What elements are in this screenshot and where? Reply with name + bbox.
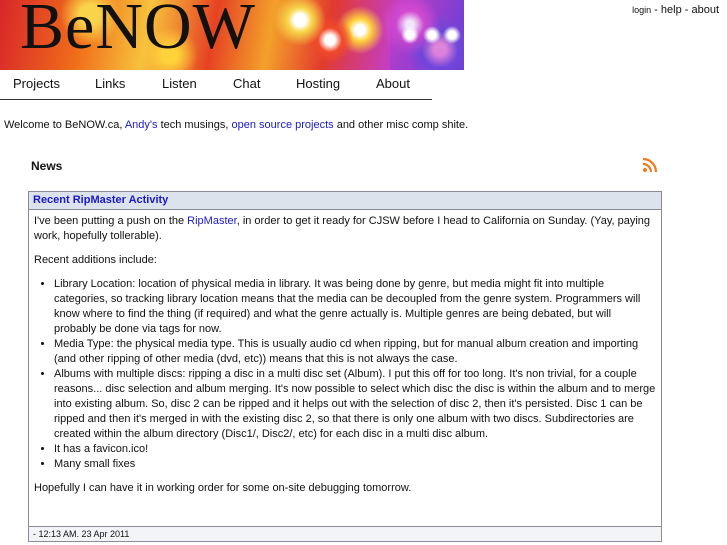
nav-links[interactable]: Links <box>95 76 126 91</box>
site-logo-title: BeNOW <box>20 0 256 63</box>
login-link[interactable]: login <box>632 5 652 15</box>
post-header <box>29 192 661 210</box>
post-timestamp: - 12:13 AM. 23 Apr 2011 <box>29 526 661 541</box>
nav-listen[interactable]: Listen <box>162 76 197 91</box>
nav-hosting[interactable]: Hosting <box>296 76 341 91</box>
post-paragraph: Hopefully I can have it in working order for some on-site debugging tomorrow. <box>34 482 412 494</box>
additions-list <box>34 277 656 472</box>
news-post <box>28 191 662 542</box>
banner-decoration <box>390 0 464 70</box>
welcome-text <box>4 119 468 131</box>
andys-link[interactable]: Andy's <box>124 119 158 131</box>
post-title-link[interactable]: Recent RipMaster Activity <box>33 194 169 206</box>
about-top-link[interactable]: about <box>691 4 719 16</box>
top-links-separator: - <box>651 4 661 16</box>
post-text: , in order to get it ready for CJSW before I head to California on Sunday. (Yay, paying work, hopefully tollerable). <box>34 215 651 242</box>
site-banner[interactable] <box>0 0 464 70</box>
top-links-separator: - <box>681 4 692 16</box>
main-nav <box>0 71 432 100</box>
ripmaster-link[interactable]: RipMaster <box>187 215 237 227</box>
nav-chat[interactable]: Chat <box>233 76 261 91</box>
list-item: • It has a favicon.ico! <box>54 442 656 457</box>
list-item: • Library Location: location of physical media in library. It was being done by genre, but media might fit into multiple categories, so tracking library location means that the media can be decoupled from the genre system. Programmers will know where to find the thing (if required) and what the genre actually is. Multiple genres are being debated, but will probably be done via tags for now. <box>54 277 656 337</box>
top-links <box>632 4 719 16</box>
open-source-projects-link[interactable]: open source projects <box>231 119 334 131</box>
list-item: • Albums with multiple discs: ripping a disc in a multi disc set (Album). I put this off for too long. It's non trivial, for a couple reasons... disc selection and album merging. It's now possible to select which disc the disc is within the album and to merge into existing album. So, disc 2 can be ripped and it helps out with the selection of disc 2, then it's persisted. Disc 1 can be ripped and then it's merged in with the existing disc 2, so that there is only one album with two discs. Subdirectories are created within the album directory (Disc1/, Disc2/, etc) for each disc in a multi disc album. <box>54 367 656 442</box>
post-paragraph <box>34 214 656 244</box>
rss-icon[interactable] <box>642 157 658 173</box>
welcome-text-part: and other misc comp shite. <box>333 119 469 131</box>
welcome-text-part: tech musings, <box>157 119 232 131</box>
help-link[interactable]: help <box>660 4 682 16</box>
post-body <box>29 210 661 496</box>
list-item: • Media Type: the physical media type. This is usually audio cd when ripping, but for manual album creation and importing (and other ripping of other media (dvd, etc)) means that this is not always the case. <box>54 337 656 367</box>
news-heading: News <box>31 159 63 173</box>
nav-about[interactable]: About <box>376 76 410 91</box>
post-text: I've been putting a push on the <box>34 215 188 227</box>
welcome-text-part: Welcome to BeNOW.ca, <box>4 119 125 131</box>
post-paragraph: Recent additions include: <box>34 254 157 266</box>
list-item: • Many small fixes <box>54 457 656 472</box>
nav-projects[interactable]: Projects <box>13 76 60 91</box>
